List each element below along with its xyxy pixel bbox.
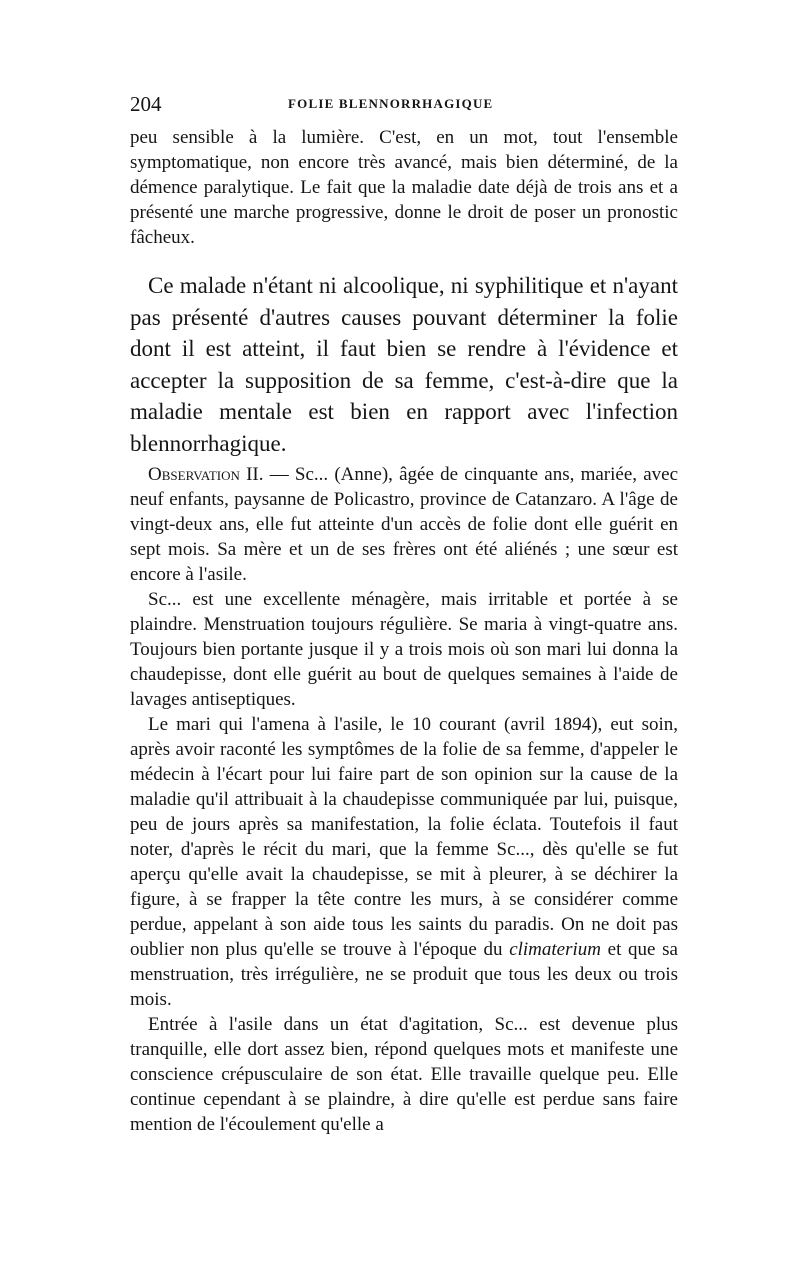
page-header	[130, 92, 678, 116]
husband-paragraph	[130, 712, 678, 1012]
husband-text-start: Le mari qui l'amena à l'asile, le 10 courant (avril 1894), eut soin, après avoir raconté les symptômes de la folie de sa femme, d'appeler le médecin à l'écart pour lui faire part de son opinion sur la cause de la maladie qu'il attribuait à la chaudepisse communiquée par lui, puisque, peu de jours après sa manifestation, la folie éclata. Toutefois il faut noter, d'après le récit du mari, que la femme Sc..., dès qu'elle se fut aperçu qu'elle avait la chaudepisse, se mit à pleurer, à se déchirer la figure, à se frapper la tête contre les murs, à se considérer comme perdue, appelant à son aide tous les saints du paradis. On ne doit pas oublier non plus qu'elle se trouve à l'époque du	[130, 714, 678, 960]
page-number: 204	[130, 92, 162, 116]
conclusion-text: Ce malade n'étant ni alcoolique, ni syphilitique et n'ayant pas présenté d'autres causes pouvant déterminer la folie dont il est atteint, il faut bien se rendre à l'évidence et accepter la supposition de sa femme, c'est-à-dire que la maladie mentale est bien en rapport avec l'infection blennorrhagique.	[130, 273, 678, 456]
husband-text-end: et que sa menstruation, très irrégulière, ne se produit que tous les deux ou trois mois.	[130, 939, 678, 1010]
observation-section	[130, 462, 678, 1137]
running-title: FOLIE BLENNORRHAGIQUE	[288, 96, 494, 111]
character-paragraph: Sc... est une excellente ménagère, mais irritable et portée à se plaindre. Menstruation toujours régulière. Se maria à vingt-quatre ans. Toujours bien portante jusque il y a trois mois où son mari lui donna la chaudepisse, dont elle guérit au bout de quelques semaines à l'aide de lavages antiseptiques.	[130, 589, 678, 710]
observation-text: — Sc... (Anne), âgée de cinquante ans, mariée, avec neuf enfants, paysanne de Policastro, province de Catanzaro. A l'âge de vingt-deux ans, elle fut atteinte d'un accès de folie dont elle guérit en sept mois. Sa mère et un de ses frères ont été aliénés ; une sœur est encore à l'asile.	[130, 464, 678, 585]
intro-text: peu sensible à la lumière. C'est, en un mot, tout l'ensemble symptomatique, non encore très avancé, mais bien déterminé, de la démence paralytique. Le fait que la maladie date déjà de trois ans et a présenté une marche progressive, donne le droit de poser un pronostic fâcheux.	[130, 127, 678, 248]
climaterium-term: climaterium	[509, 939, 602, 960]
observation-heading-paragraph	[130, 462, 678, 587]
observation-label: Observation II.	[148, 464, 264, 485]
admission-paragraph: Entrée à l'asile dans un état d'agitation, Sc... est devenue plus tranquille, elle dort assez bien, répond quelques mots et manifeste une conscience crépusculaire de son état. Elle travaille quelque peu. Elle continue cependant à se plaindre, à dire qu'elle est perdue sans faire mention de l'écoulement qu'elle a	[130, 1014, 678, 1135]
conclusion-paragraph	[130, 270, 678, 459]
intro-paragraph	[130, 125, 678, 250]
